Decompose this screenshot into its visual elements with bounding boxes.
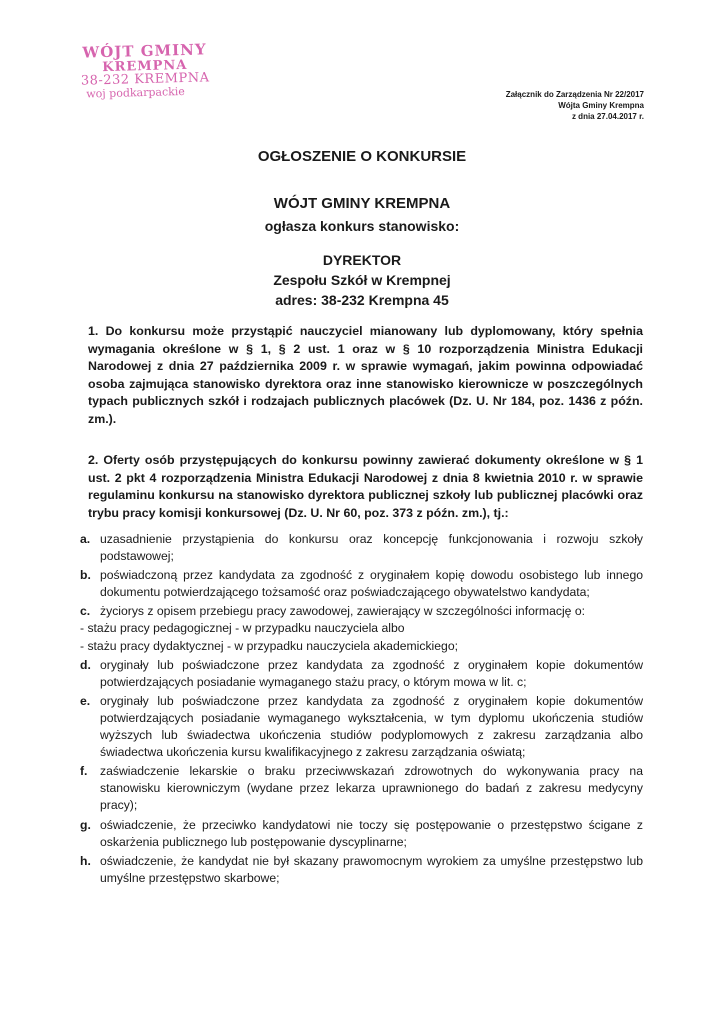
list-item	[80, 657, 643, 691]
list-item-text: zaświadczenie lekarskie o braku przeciwwskazań zdrowotnych do wykonywania pracy na stanowisku kierowniczym (wydane przez lekarza uprawnionego do badań z zakresu medycyny pracy);	[100, 764, 643, 813]
stamp-line: 38-232 KREMPNA	[80, 70, 210, 90]
list-marker: d.	[80, 657, 91, 672]
list-marker: e.	[80, 693, 91, 708]
position-block	[0, 250, 724, 310]
list-marker: h.	[80, 853, 91, 868]
list-item-text: poświadczoną przez kandydata za zgodność z oryginałem kopię dowodu osobistego lub innego dokumentu potwierdzającego tożsamość oraz poświadczającego obywatelstwo kandydata;	[100, 568, 643, 600]
office-stamp	[49, 42, 240, 102]
list-subitem: - stażu pracy pedagogicznej - w przypadku nauczyciela albo	[80, 621, 405, 636]
list-item	[80, 817, 643, 851]
list-marker: a.	[80, 532, 91, 546]
annex-note	[506, 89, 644, 122]
annex-line: Załącznik do Zarządzenia Nr 22/2017	[505, 90, 644, 99]
required-documents-list	[80, 531, 643, 889]
document-title: OGŁOSZENIE O KONKURSIE	[257, 148, 467, 165]
stamp-line: KREMPNA	[102, 57, 188, 75]
list-item	[80, 853, 643, 887]
list-marker: g.	[80, 817, 91, 832]
list-item-text: oświadczenie, że przeciwko kandydatowi nie toczy się postępowanie o przestępstwo ścigane z oskarżenia publicznego lub postępowanie dyscyplinarne;	[100, 817, 643, 849]
stamp-line: woj podkarpackie	[86, 84, 186, 101]
list-item	[80, 531, 643, 565]
position-title: DYREKTOR	[322, 252, 402, 268]
list-marker: c.	[80, 604, 91, 619]
list-item	[80, 567, 643, 601]
list-item	[80, 693, 643, 761]
paragraph-1: 1. Do konkursu może przystąpić nauczyciel mianowany lub dyplomowany, który spełnia wymagania określone w § 1, § 2 ust. 1 oraz w § 10 rozporządzenia Ministra Edukacji Narodowej z dnia 27 października 2009 r. w sprawie wymagań, jakim powinna odpowiadać osoba zajmująca stanowisko dyrektora oraz inne stanowisko kierownicze w poszczególnych typach publicznych szkół i rodzajach publicznych placówek (Dz. U. Nr 184, poz. 1436 z późn. zm.).	[88, 324, 643, 426]
school-name: Zespołu Szkół w Krempnej	[273, 272, 451, 288]
list-marker: b.	[80, 568, 91, 583]
announcement-subtitle: ogłasza konkurs stanowisko:	[264, 218, 460, 234]
list-item-text: oryginały lub poświadczone przez kandydata za zgodność z oryginałem kopie dokumentów potwierdzających posiadanie wymaganego stażu pracy, o którym mowa w lit. c;	[100, 657, 643, 689]
school-address: adres: 38-232 Krempna 45	[275, 292, 449, 308]
list-item	[80, 603, 643, 620]
list-item-text: życiorys z opisem przebiegu pracy zawodowej, zawierający w szczególności informację o:	[100, 604, 585, 619]
paragraph-2: 2. Oferty osób przystępujących do konkursu powinny zawierać dokumenty określone w § 1 ust. 2 pkt 4 rozporządzenia Ministra Edukacji Narodowej z dnia 8 kwietnia 2010 r. w sprawie regulaminu konkursu na stanowisko dyrektora publicznej szkoły lub publicznej placówki oraz trybu pracy komisji konkursowej (Dz. U. Nr 60, poz. 373 z późn. zm.), tj.:	[88, 453, 643, 520]
list-item	[80, 763, 643, 814]
list-marker: f.	[80, 764, 88, 779]
annex-line: z dnia 27.04.2017 r.	[571, 112, 644, 121]
list-item-text: uzasadnienie przystąpienia do konkursu oraz koncepcję funkcjonowania i rozwoju szkoły podstawowej;	[100, 532, 643, 564]
annex-line: Wójta Gminy Krempna	[558, 101, 644, 110]
list-item-text: oświadczenie, że kandydat nie był skazany prawomocnym wyrokiem za umyślne przestępstwo lub umyślne przestępstwo skarbowe;	[100, 853, 643, 885]
issuing-authority: WÓJT GMINY KREMPNA	[273, 195, 451, 212]
stamp-line: WÓJT GMINY	[82, 40, 207, 62]
list-subitem: - stażu pracy dydaktycznej - w przypadku nauczyciela akademickiego;	[80, 638, 458, 653]
list-item-text: oryginały lub poświadczone przez kandydata za zgodność z oryginałem kopie dokumentów potwierdzających posiadanie wymaganego wykształcenia, w tym dyplomu ukończenia studiów wyższych lub świadectwa ukończenia studiów podyplomowych z zakresu zarządzania albo świadectwa ukończenia kursu kwalifikacyjnego z zakresu zarządzania oświatą;	[100, 693, 643, 760]
